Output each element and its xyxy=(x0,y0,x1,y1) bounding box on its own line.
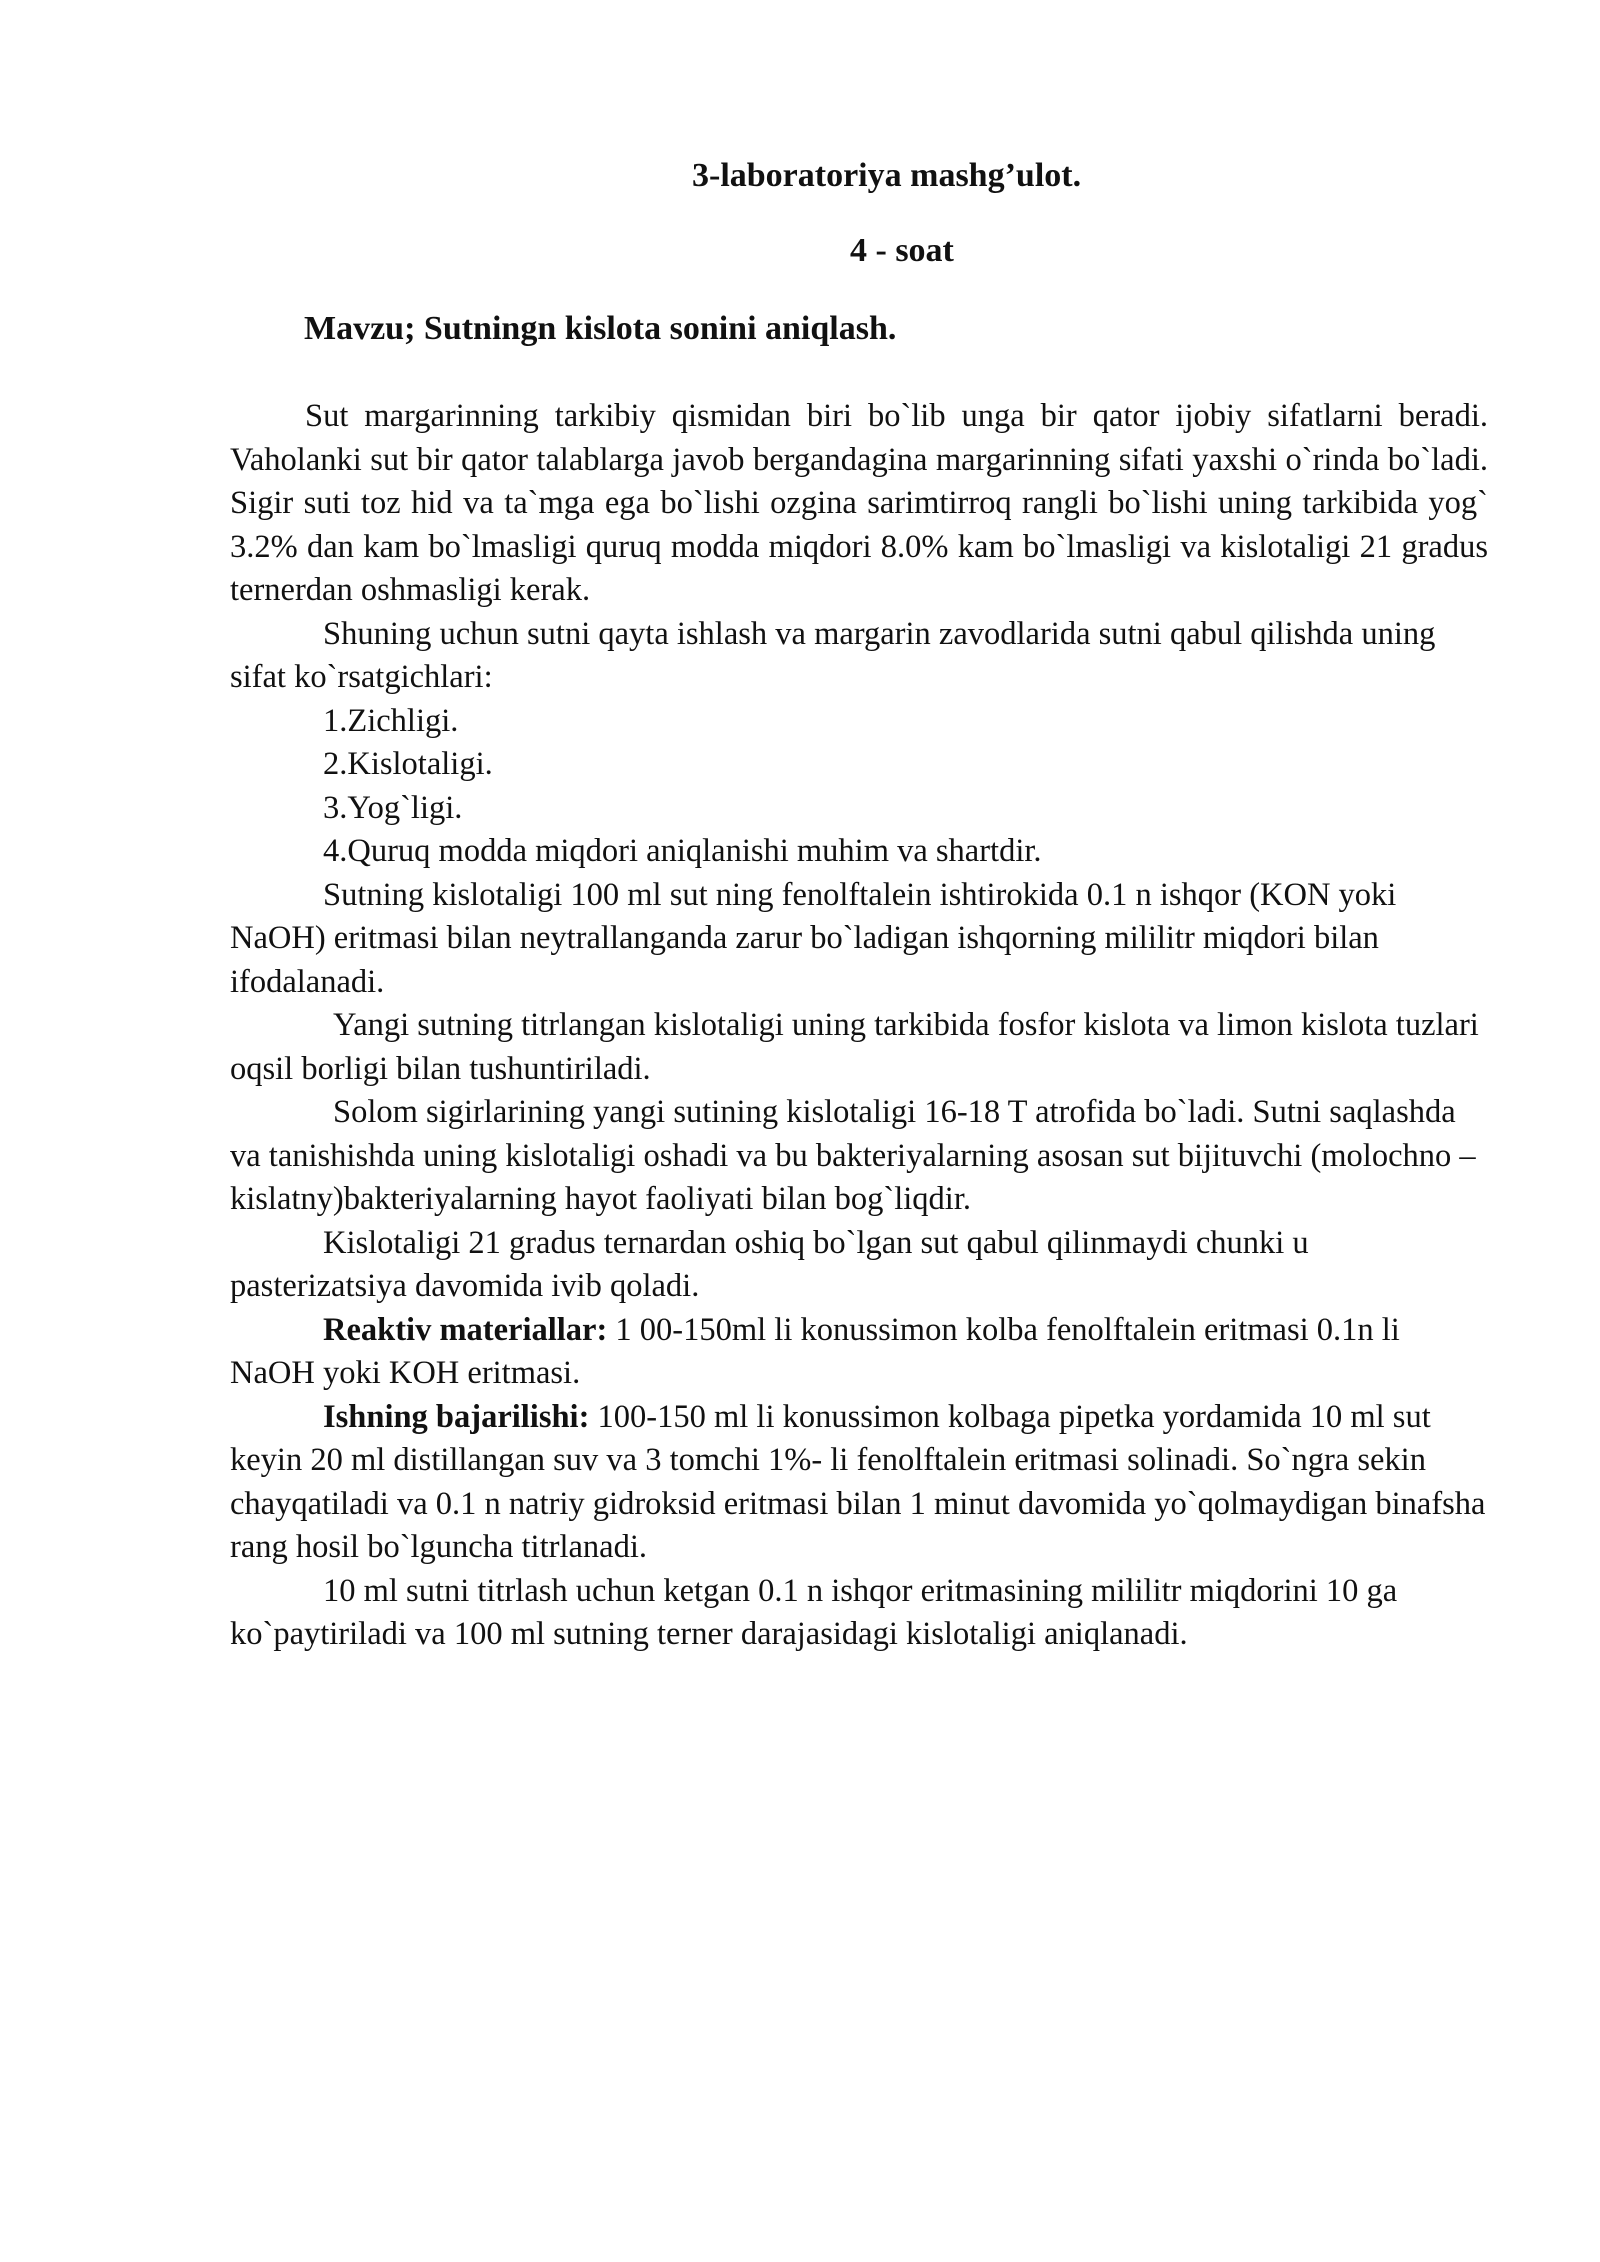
fresh-milk-paragraph: Yangi sutning titrlangan kislotaligi uning tarkibida fosfor kislota va limon kislota tuzlari oqsil borligi bilan tushuntiriladi. xyxy=(230,1007,1479,1087)
reagents-text: 1 00-150ml li konussimon kolba fenolftalein eritmasi 0.1n li NaOH yoki KOH eritmasi. xyxy=(230,1311,1400,1391)
procedure-paragraph xyxy=(230,1396,1488,1570)
acidity-definition-paragraph: Sutning kislotaligi 100 ml sut ning fenolftalein ishtirokida 0.1 n ishqor (KON yoki NaOH) eritmasi bilan neytrallanganda zarur bo`ladigan ishqorning mililitr miqdori bilan ifodalanadi. xyxy=(230,876,1397,1000)
topic-heading: Mavzu; Sutningn kislota sonini aniqlash. xyxy=(304,310,897,347)
intro-paragraph: Sut margarinning tarkibiy qismidan biri bo`lib unga bir qator ijobiy sifatlarni beradi. Vaholanki sut bir qator talablarga javob bergandagina margarinning sifati yaxshi o`rinda bo`ladi. Sigir suti toz hid va ta`mga ega bo`lishi ozgina sarimtirroq rangli bo`lishi uning tarkibida yog` 3.2% dan kam bo`lmasligi quruq modda miqdori 8.0% kam bo`lmasligi va kislotaligi 21 gradus ternerdan oshmasligi kerak. xyxy=(230,398,1488,608)
list-item: 1.Zichligi. xyxy=(323,702,459,739)
list-item: 2.Kislotaligi. xyxy=(323,746,493,782)
reagents-label: Reaktiv materiallar: xyxy=(323,1311,608,1348)
calculation-paragraph: 10 ml sutni titrlash uchun ketgan 0.1 n ishqor eritmasining mililitr miqdorini 10 ga ko`paytiriladi va 100 ml sutning terner darajasidagi kislotaligi aniqlanadi. xyxy=(230,1572,1398,1652)
document-body xyxy=(230,395,1488,1657)
cow-milk-paragraph: Solom sigirlarining yangi sutining kislotaligi 16-18 T atrofida bo`ladi. Sutni saqlashda va tanishishda uning kislotaligi oshadi va bu bakteriyalarning asosan sut bijituvchi (molochno – kislatny)bakteriyalarning hayot faoliyati bilan bog`liqdir. xyxy=(230,1094,1476,1217)
list-item: 3.Yog`ligi. xyxy=(323,789,463,826)
procedure-label: Ishning bajarilishi: xyxy=(323,1398,590,1435)
document-title: 3-laboratoriya mashg’ulot. xyxy=(692,157,1082,194)
procedure-text: 100-150 ml li konussimon kolbaga pipetka yordamida 10 ml sut keyin 20 ml distillangan suv va 3 tomchi 1%- li fenolftalein eritmasi solinadi. So`ngra sekin chayqatiladi va 0.1 n natriy gidroksid eritmasi bilan 1 minut davomida yo`qolmaydigan binafsha rang hosil bo`lguncha titrlanadi. xyxy=(230,1398,1486,1565)
quality-intro-paragraph: Shuning uchun sutni qayta ishlash va margarin zavodlarida sutni qabul qilishda uning sifat ko`rsatgichlari: xyxy=(230,615,1436,695)
reagents-paragraph xyxy=(230,1309,1488,1396)
list-item: 4.Quruq modda miqdori aniqlanishi muhim va shartdir. xyxy=(323,833,1042,869)
hours-label: 4 - soat xyxy=(850,232,954,269)
rejection-paragraph: Kislotaligi 21 gradus ternardan oshiq bo`lgan sut qabul qilinmaydi chunki u pasterizatsiya davomida ivib qoladi. xyxy=(230,1224,1309,1304)
